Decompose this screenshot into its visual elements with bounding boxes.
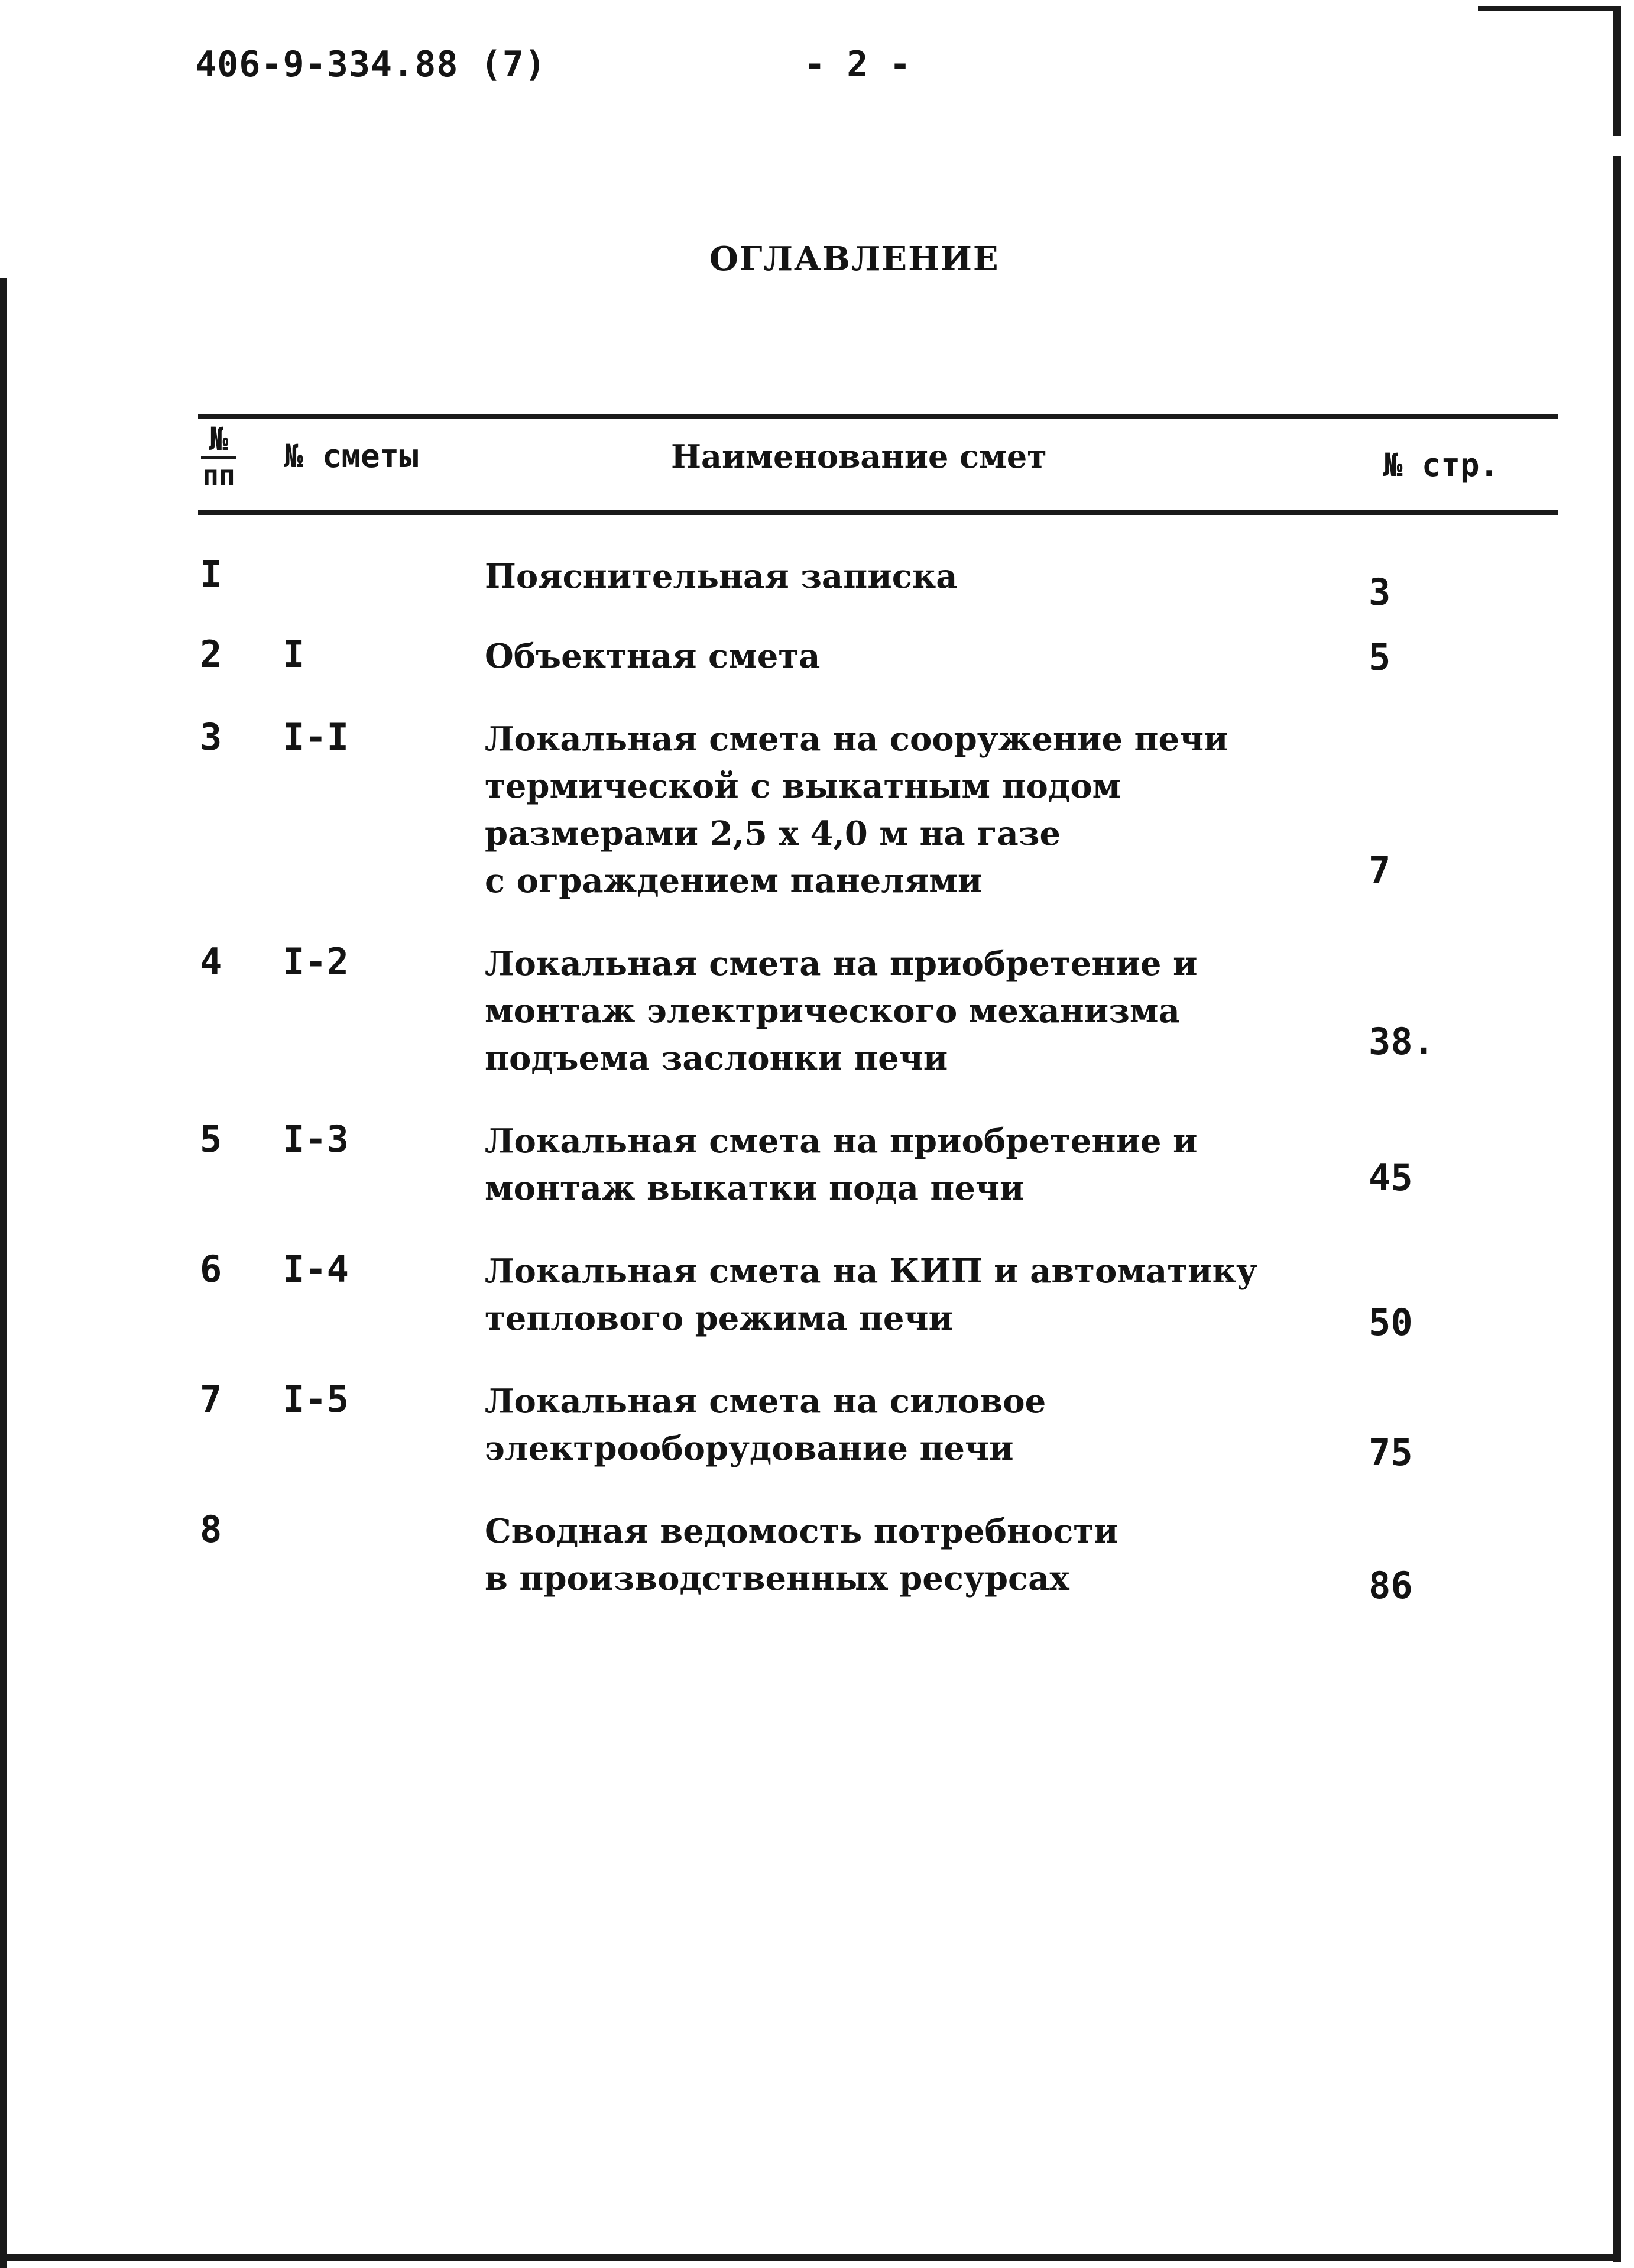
row-estimate: I-4 bbox=[283, 1248, 349, 1291]
row-name-line: монтаж электрического механизма bbox=[485, 992, 1180, 1031]
row-estimate: I-2 bbox=[283, 940, 349, 983]
table-header-rule bbox=[198, 510, 1558, 515]
row-number: 5 bbox=[200, 1117, 222, 1161]
row-name-line: Пояснительная записка bbox=[485, 557, 958, 596]
row-number: 6 bbox=[200, 1248, 222, 1291]
row-page: 7 bbox=[1369, 848, 1391, 892]
row-name-line: теплового режима печи bbox=[485, 1299, 954, 1338]
table-top-rule bbox=[198, 414, 1558, 419]
row-name-line: Объектная смета bbox=[485, 637, 821, 676]
page-frame-bottom-border bbox=[0, 2254, 1621, 2261]
row-number: I bbox=[200, 553, 222, 596]
row-name-line: подъема заслонки печи bbox=[485, 1039, 948, 1078]
column-header-name: Наименование смет bbox=[671, 438, 1047, 475]
row-name bbox=[485, 940, 1198, 1082]
page-frame-right-border bbox=[1613, 8, 1621, 2262]
column-header-number bbox=[195, 420, 242, 492]
row-estimate: I-3 bbox=[283, 1117, 349, 1161]
row-name-line: в производственных ресурсах bbox=[485, 1559, 1069, 1598]
row-page: 45 bbox=[1369, 1156, 1413, 1199]
row-number: 2 bbox=[200, 633, 222, 676]
row-name-line: Локальная смета на силовое bbox=[485, 1382, 1046, 1421]
row-page: 75 bbox=[1369, 1431, 1413, 1474]
row-name-line: монтаж выкатки пода печи bbox=[485, 1169, 1025, 1208]
row-name-line: Локальная смета на приобретение и bbox=[485, 944, 1198, 983]
row-page: 86 bbox=[1369, 1564, 1413, 1607]
row-name bbox=[485, 1117, 1198, 1212]
column-header-number-pp: пп bbox=[201, 456, 236, 492]
row-number: 7 bbox=[200, 1378, 222, 1421]
row-name bbox=[485, 715, 1228, 905]
row-name-line: Локальная смета на сооружение печи bbox=[485, 720, 1228, 759]
toc-title: ОГЛАВЛЕНИЕ bbox=[709, 239, 1000, 278]
row-number: 4 bbox=[200, 940, 222, 983]
page-frame-left-border bbox=[0, 278, 7, 2268]
column-header-page: № стр. bbox=[1383, 446, 1499, 484]
row-name-line: термической с выкатным подом bbox=[485, 767, 1121, 806]
row-name bbox=[485, 553, 958, 600]
column-header-estimate: № сметы bbox=[284, 438, 419, 475]
row-name-line: Сводная ведомость потребности bbox=[485, 1512, 1118, 1551]
column-header-number-sign: № bbox=[209, 420, 229, 458]
row-name-line: с ограждением панелями bbox=[485, 861, 983, 900]
row-page: 38. bbox=[1369, 1020, 1435, 1063]
row-name bbox=[485, 1378, 1046, 1472]
row-estimate: I bbox=[283, 633, 305, 676]
row-name bbox=[485, 1248, 1257, 1342]
row-number: 8 bbox=[200, 1508, 222, 1551]
row-page: 50 bbox=[1369, 1301, 1413, 1344]
row-name bbox=[485, 633, 820, 680]
row-page: 5 bbox=[1369, 636, 1391, 679]
page-frame-top-border bbox=[1478, 6, 1621, 11]
row-page: 3 bbox=[1369, 571, 1391, 614]
document-code: 406-9-334.88 (7) bbox=[195, 44, 546, 85]
frame-gap bbox=[1608, 136, 1626, 156]
row-name bbox=[485, 1508, 1118, 1602]
row-name-line: Локальная смета на КИП и автоматику bbox=[485, 1252, 1257, 1291]
row-name-line: электрооборудование печи bbox=[485, 1429, 1014, 1468]
page-number: - 2 - bbox=[804, 44, 911, 85]
row-estimate: I-5 bbox=[283, 1378, 349, 1421]
row-name-line: размерами 2,5 х 4,0 м на газе bbox=[485, 814, 1061, 853]
row-estimate: I-I bbox=[283, 715, 349, 759]
row-number: 3 bbox=[200, 715, 222, 759]
row-name-line: Локальная смета на приобретение и bbox=[485, 1122, 1198, 1161]
